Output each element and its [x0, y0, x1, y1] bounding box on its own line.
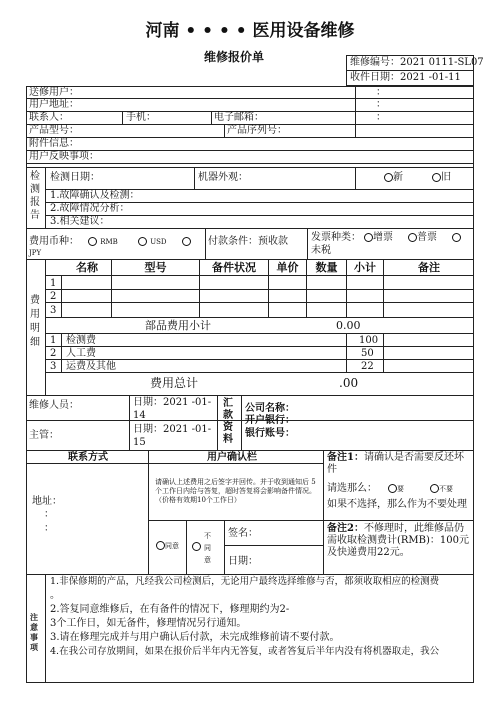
model-label: 产品型号：	[29, 125, 79, 136]
repair-number: 维修编号：2021 0111-SL07	[350, 57, 484, 68]
invoice-notax-label: 未税	[311, 245, 331, 256]
part-row-no: 3	[50, 305, 57, 316]
bank-label: 开户银行：	[245, 415, 295, 426]
total-label: 费用总计	[150, 376, 199, 390]
radio-icon	[384, 173, 393, 182]
part-row-no: 1	[50, 278, 57, 289]
inspection-item-3: 3.相关建议：	[50, 216, 110, 227]
email-label: 电子邮箱：	[214, 112, 264, 123]
note-line: 3.请在修理完成并与用户确认后付款，未完成维修前请不要付款。	[50, 632, 340, 643]
header-model: 型号	[144, 261, 167, 274]
note-line: 1.非保修期的产品，凡经我公司检测后，无论用户最终选择维修与否，都须收取相应的检测费	[50, 576, 440, 587]
radio-icon	[138, 237, 147, 246]
header-subtotal: 小计	[354, 261, 376, 274]
currency-rmb-option[interactable]: RMB	[88, 236, 118, 248]
supervisor-date: 日期：2021 -01-15	[133, 424, 212, 448]
page-title: 河南 • • • • 医用设备维修	[145, 21, 355, 41]
total-value: .00	[339, 376, 359, 390]
inspection-item-2: 2.故障情况分析：	[50, 203, 130, 214]
contact-address-label: 地址：	[32, 496, 62, 507]
parts-subtotal-value: 0.00	[336, 319, 361, 332]
radio-icon	[408, 233, 417, 242]
note-line: 2.答复同意维修后，在有备件的情况下，修理期约为2-	[50, 604, 290, 615]
service-row-name: 人工费	[66, 348, 96, 359]
payment-terms: 付款条件：预收款	[208, 236, 288, 247]
service-row-amount: 22	[361, 361, 374, 372]
form-subtitle: 维修报价单	[204, 50, 265, 64]
invoice-vat-option[interactable]: 增票	[364, 232, 393, 244]
service-row-name: 运费及其他	[66, 361, 116, 372]
return-part-choice: 请选那么：	[327, 483, 377, 494]
part-row-no: 2	[50, 291, 57, 302]
sender-label: 送修用户：	[29, 87, 79, 98]
appearance-new-option[interactable]: 新	[384, 172, 403, 184]
repair-date: 日期：2021 -01-14	[133, 397, 212, 421]
appearance-label: 机器外观：	[198, 172, 248, 183]
need-option[interactable]: 要	[388, 483, 404, 495]
invoice-label: 发票种类：	[311, 232, 361, 243]
remittance-label: 汇款资料	[223, 398, 233, 445]
repairer-label: 维修人员：	[29, 400, 79, 411]
account-label: 银行账号：	[245, 428, 295, 439]
notes-side-label: 注意事项	[30, 612, 38, 652]
default-choice-note: 如果不选择，那么作为不要处理	[327, 499, 467, 510]
serial-label: 产品序列号：	[227, 125, 287, 136]
colon-2: ：	[376, 99, 386, 110]
feedback-label: 用户反映事项：	[29, 151, 99, 162]
currency-jpy-option[interactable]: JPY	[29, 247, 50, 259]
header-remark: 备注	[418, 261, 440, 274]
contact-colon: ：	[44, 523, 54, 534]
appearance-old-option[interactable]: 旧	[432, 172, 451, 184]
service-row-name: 检测费	[66, 335, 96, 346]
detail-side-label: 费用明细	[30, 295, 40, 348]
radio-icon	[364, 233, 373, 242]
note-line: 3个工作日，如无备件，修理情况另行通知。	[50, 618, 247, 629]
sign-date-label: 日期：	[228, 556, 258, 567]
radio-icon	[88, 237, 97, 246]
currency-usd-option[interactable]: USD	[138, 236, 167, 248]
inspection-side-label: 检测报告	[30, 171, 40, 221]
attachments-label: 附件信息：	[29, 138, 79, 149]
radio-icon	[432, 173, 441, 182]
confirm-notice: 请确认上述费用之后签字并回传。并于收到通知后 5 个工作日内给与答复，超时答复将会影响备件情况。（价格有效期10个工作日）	[155, 478, 316, 504]
supervisor-label: 主管：	[29, 430, 59, 441]
parts-subtotal-label: 部品费用小计	[145, 319, 211, 332]
service-row-amount: 100	[359, 335, 379, 346]
radio-icon	[192, 542, 201, 551]
no-need-option[interactable]: 不要	[430, 483, 453, 495]
radio-icon	[388, 484, 397, 493]
currency-label: 费用币种：	[29, 236, 79, 247]
contact-colon: ：	[44, 509, 54, 520]
note-2: 备注2：不修理时，此维修品仍需收取检测费计(RMB)：100元及快递费用22元。	[327, 523, 470, 558]
service-row-no: 3	[50, 361, 57, 372]
colon-3: ：	[376, 112, 386, 123]
contact-method-header: 联系方式	[68, 452, 108, 463]
invoice-normal-option[interactable]: 普票	[408, 232, 437, 244]
radio-icon	[182, 237, 191, 246]
service-row-amount: 50	[361, 348, 374, 359]
radio-icon	[452, 233, 461, 242]
address-label: 用户地址：	[29, 99, 79, 110]
company-name-label: 公司名称：	[245, 403, 295, 414]
radio-icon	[156, 541, 165, 550]
note-1: 备注1：请确认是否需要反还坏件	[327, 452, 464, 475]
header-unit-price: 单价	[276, 261, 299, 274]
note-line: 4.在我公司存放期间，如果在报价后半年内无答复，或者答复后半年内没有将机器取走，我公	[50, 646, 440, 657]
receive-date: 收件日期：2021 -01-11	[350, 72, 461, 83]
header-part-status: 备件状况	[212, 261, 256, 274]
inspection-item-1: 1.故障确认及检测：	[50, 190, 140, 201]
signature-label: 签名：	[228, 528, 258, 539]
user-confirm-header: 用户确认栏	[207, 452, 257, 463]
inspection-date-label: 检测日期：	[50, 172, 100, 183]
agree-option[interactable]: 同意	[156, 540, 179, 552]
colon-1: ：	[376, 87, 386, 98]
note-line: 。	[50, 590, 60, 601]
contact-label: 联系人：	[29, 112, 69, 123]
service-row-no: 1	[50, 335, 57, 346]
header-name: 名称	[76, 261, 98, 274]
radio-icon	[430, 484, 439, 493]
service-row-no: 2	[50, 348, 57, 359]
invoice-notax-option[interactable]	[452, 232, 461, 244]
phone-label: 手机：	[126, 112, 156, 123]
header-quantity: 数量	[315, 261, 338, 274]
